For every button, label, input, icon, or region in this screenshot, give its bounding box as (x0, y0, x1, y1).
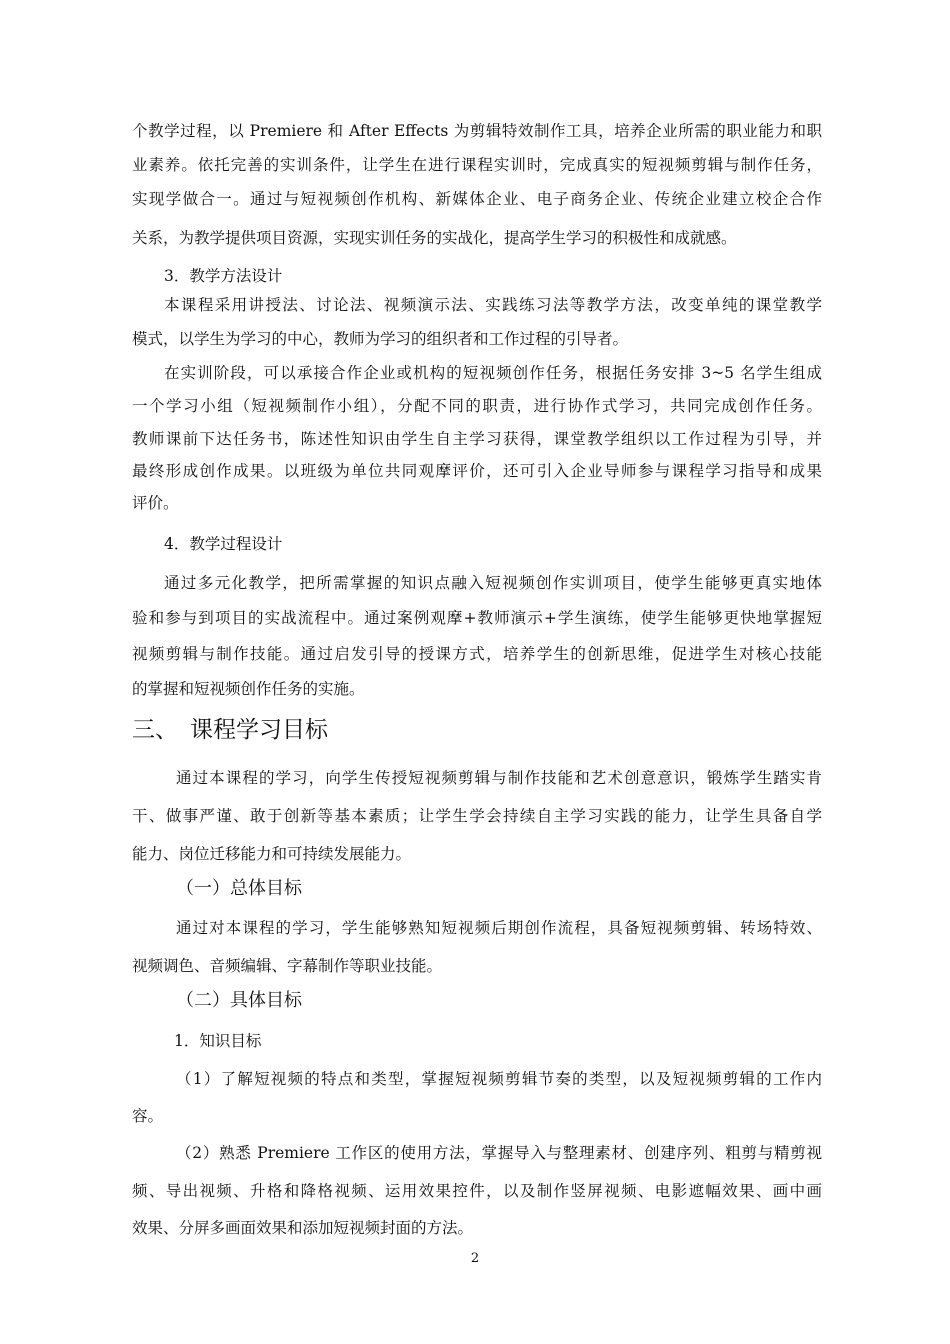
paragraph-line: 最终形成创作成果。以班级为单位共同观摩评价，还可引入企业导师参与课程学习指导和成果 (132, 462, 822, 480)
paragraph-line: 本课程采用讲授法、讨论法、视频演示法、实践练习法等教学方法，改变单纯的课堂教学 (164, 296, 822, 314)
list-item-line: 频、导出视频、升格和降格视频、运用效果控件，以及制作竖屏视频、电影遮幅效果、画中画 (132, 1182, 822, 1200)
heading-overall-goals: （一）总体目标 (176, 878, 302, 899)
paragraph-line: 视频剪辑与制作技能。通过启发引导的授课方式，培养学生的创新思维，促进学生对核心技能 (132, 645, 822, 663)
paragraph-line: 在实训阶段，可以承接合作企业或机构的短视频创作任务，根据任务安排 3~5 名学生组成 (164, 364, 822, 382)
section-title: 课程学习目标 (190, 717, 328, 743)
list-item-line: 效果、分屏多画面效果和添加短视频封面的方法。 (132, 1219, 474, 1237)
paragraph-line: 的掌握和短视频创作任务的实施。 (132, 680, 365, 698)
page-number: 2 (470, 1251, 480, 1266)
paragraph-line: 个教学过程，以 Premiere 和 After Effects 为剪辑特效制作工具，培养企业所需的职业能力和职 (132, 122, 822, 140)
list-item-line: 容。 (132, 1107, 164, 1125)
section-number: 三、 (132, 717, 178, 743)
heading-knowledge-goals: 1．知识目标 (174, 1032, 262, 1050)
section-heading (132, 715, 328, 745)
paragraph-line: 通过多元化教学，把所需掌握的知识点融入短视频创作实训项目，使学生能够更真实地体 (164, 574, 822, 592)
list-item-line: （2）熟悉 Premiere 工作区的使用方法，掌握导入与整理素材、创建序列、粗剪与精剪视 (176, 1144, 822, 1162)
paragraph-line: 评价。 (132, 494, 179, 512)
paragraph-line: 实现学做合一。通过与短视频创作机构、新媒体企业、电子商务企业、传统企业建立校企合作 (132, 190, 822, 208)
heading-specific-goals: （二）具体目标 (176, 990, 302, 1011)
paragraph-line: 视频调色、音频编辑、字幕制作等职业技能。 (132, 957, 443, 975)
subsection-heading-methods: 3．教学方法设计 (164, 267, 283, 285)
subsection-heading-process: 4．教学过程设计 (164, 535, 283, 553)
paragraph-line: 业素养。依托完善的实训条件，让学生在进行课程实训时，完成真实的短视频剪辑与制作任务， (132, 156, 822, 174)
paragraph-line: 验和参与到项目的实战流程中。通过案例观摩+教师演示+学生演练，使学生能够更快地掌握短 (132, 609, 822, 627)
paragraph-line: 能力、岗位迁移能力和可持续发展能力。 (132, 845, 412, 863)
paragraph-line: 教师课前下达任务书，陈述性知识由学生自主学习获得，课堂教学组织以工作过程为引导，并 (132, 430, 822, 448)
paragraph-line: 关系，为教学提供项目资源，实现实训任务的实战化，提高学生学习的积极性和成就感。 (132, 229, 737, 247)
list-item-line: （1）了解短视频的特点和类型，掌握短视频剪辑节奏的类型，以及短视频剪辑的工作内 (176, 1070, 822, 1088)
paragraph-line: 干、做事严谨、敢于创新等基本素质；让学生学会持续自主学习实践的能力，让学生具备自学 (132, 807, 822, 825)
paragraph-line: 通过对本课程的学习，学生能够熟知短视频后期创作流程，具备短视频剪辑、转场特效、 (176, 919, 822, 937)
paragraph-line: 模式，以学生为学习的中心，教师为学习的组织者和工作过程的引导者。 (132, 330, 629, 348)
paragraph-line: 通过本课程的学习，向学生传授短视频剪辑与制作技能和艺术创意意识，锻炼学生踏实肯 (176, 769, 822, 787)
paragraph-line: 一个学习小组（短视频制作小组），分配不同的职责，进行协作式学习，共同完成创作任务。 (132, 397, 822, 415)
